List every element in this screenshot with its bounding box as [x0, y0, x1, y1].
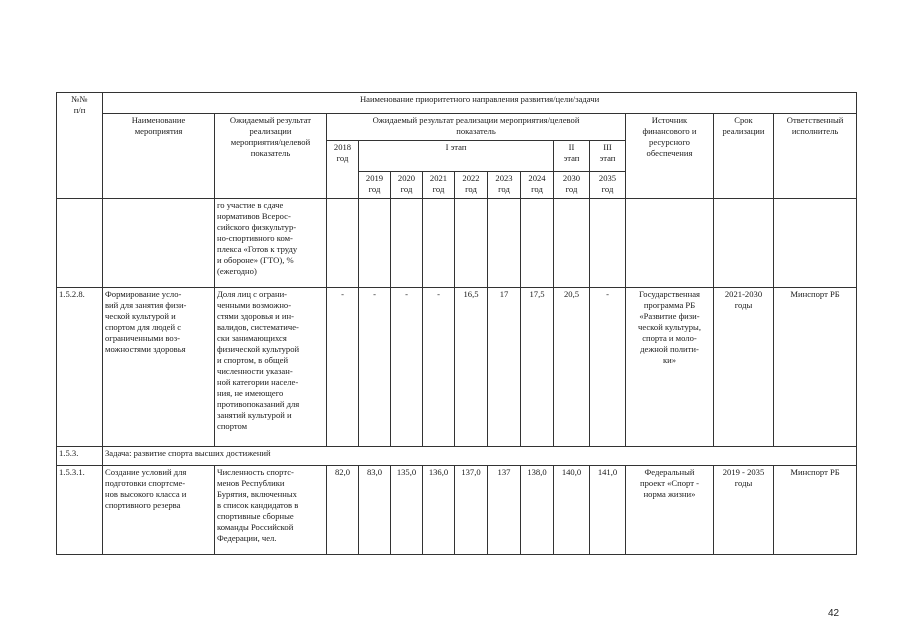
- cell-empty: [103, 199, 215, 288]
- cell-source: Федеральный проект «Спорт - норма жизни»: [626, 466, 714, 555]
- header-direction: Наименование приоритетного направления развития/цели/задачи: [103, 93, 857, 114]
- cell-empty: [488, 199, 521, 288]
- table-row: [57, 288, 857, 447]
- cell-empty: [554, 199, 590, 288]
- cell-value-2023: 17: [488, 288, 521, 447]
- header-row-1: [57, 93, 857, 114]
- header-num: №№ п/п: [57, 93, 103, 199]
- cell-value-2019: 83,0: [359, 466, 391, 555]
- cell-value-2024: 138,0: [521, 466, 554, 555]
- cell-name: Формирование усло- вий для занятия физи- ческой культурой и спортом для людей с ограниченными воз- можностями здоровья: [103, 288, 215, 447]
- cell-empty: [423, 199, 455, 288]
- header-year-2019: 2019 год: [359, 172, 391, 199]
- header-year-2035: 2035 год: [590, 172, 626, 199]
- header-year-2024: 2024 год: [521, 172, 554, 199]
- cell-value-2030: 140,0: [554, 466, 590, 555]
- cell-term: 2019 - 2035 годы: [714, 466, 774, 555]
- cell-value-2030: 20,5: [554, 288, 590, 447]
- cell-value-2022: 137,0: [455, 466, 488, 555]
- cell-empty: [590, 199, 626, 288]
- table-row: [57, 466, 857, 555]
- cell-empty: [626, 199, 714, 288]
- table-row-continuation: [57, 199, 857, 288]
- cell-empty: [391, 199, 423, 288]
- cell-value-2018: -: [327, 288, 359, 447]
- header-year-2023: 2023 год: [488, 172, 521, 199]
- header-year-2021: 2021 год: [423, 172, 455, 199]
- cell-empty: [714, 199, 774, 288]
- cell-term: 2021-2030 годы: [714, 288, 774, 447]
- cell-empty: [57, 199, 103, 288]
- cell-task-text: Задача: развитие спорта высших достижений: [103, 447, 857, 466]
- page-number: 42: [828, 608, 840, 619]
- cell-empty: [774, 199, 857, 288]
- header-funding-source: Источник финансового и ресурсного обеспечения: [626, 114, 714, 199]
- header-stage-1: I этап: [359, 141, 554, 172]
- cell-result: Численность спортс- менов Республики Бурятия, включенных в список кандидатов в спортивные сборные команды Российской Федерации, чел.: [215, 466, 327, 555]
- header-year-2018: 2018 год: [327, 141, 359, 199]
- cell-empty: [455, 199, 488, 288]
- cell-empty: [521, 199, 554, 288]
- cell-num: 1.5.3.1.: [57, 466, 103, 555]
- cell-value-2035: -: [590, 288, 626, 447]
- cell-value-2022: 16,5: [455, 288, 488, 447]
- cell-empty: [359, 199, 391, 288]
- cell-value-2021: -: [423, 288, 455, 447]
- cell-result: го участие в сдаче нормативов Всерос- сийского физкультур- но-спортивного ком- плекса «Готов к труду и обороне» (ГТО), % (ежегодно): [215, 199, 327, 288]
- cell-name: Создание условий для подготовки спортсме- нов высокого класса и спортивного резерва: [103, 466, 215, 555]
- table-row-task: [57, 447, 857, 466]
- cell-result: Доля лиц с ограни- ченными возможно- стями здоровья и ин- валидов, систематиче- ски занимающихся физической культурой и спортом, в общей численности указан- ной категории населе- ния, не имеющего противопоказаний для занятий культурой и спортом: [215, 288, 327, 447]
- cell-value-2024: 17,5: [521, 288, 554, 447]
- header-term: Срок реализации: [714, 114, 774, 199]
- header-responsible: Ответственный исполнитель: [774, 114, 857, 199]
- cell-source: Государственная программа РБ «Развитие физи- ческой культуры, спорта и моло- дежной полити- ки»: [626, 288, 714, 447]
- cell-value-2035: 141,0: [590, 466, 626, 555]
- cell-empty: [327, 199, 359, 288]
- cell-value-2020: -: [391, 288, 423, 447]
- plan-table: [56, 92, 857, 555]
- cell-num: 1.5.3.: [57, 447, 103, 466]
- cell-value-2018: 82,0: [327, 466, 359, 555]
- cell-responsible: Минспорт РБ: [774, 288, 857, 447]
- cell-value-2020: 135,0: [391, 466, 423, 555]
- header-stage-3: III этап: [590, 141, 626, 172]
- header-row-2: [57, 114, 857, 141]
- header-stage-2: II этап: [554, 141, 590, 172]
- header-expected-result: Ожидаемый результат реализации мероприятия/целевой показатель: [215, 114, 327, 199]
- header-year-2030: 2030 год: [554, 172, 590, 199]
- header-expected-values: Ожидаемый результат реализации мероприятия/целевой показатель: [327, 114, 626, 141]
- header-year-2022: 2022 год: [455, 172, 488, 199]
- cell-num: 1.5.2.8.: [57, 288, 103, 447]
- header-event-name: Наименование мероприятия: [103, 114, 215, 199]
- cell-value-2023: 137: [488, 466, 521, 555]
- cell-value-2021: 136,0: [423, 466, 455, 555]
- header-year-2020: 2020 год: [391, 172, 423, 199]
- cell-value-2019: -: [359, 288, 391, 447]
- cell-responsible: Минспорт РБ: [774, 466, 857, 555]
